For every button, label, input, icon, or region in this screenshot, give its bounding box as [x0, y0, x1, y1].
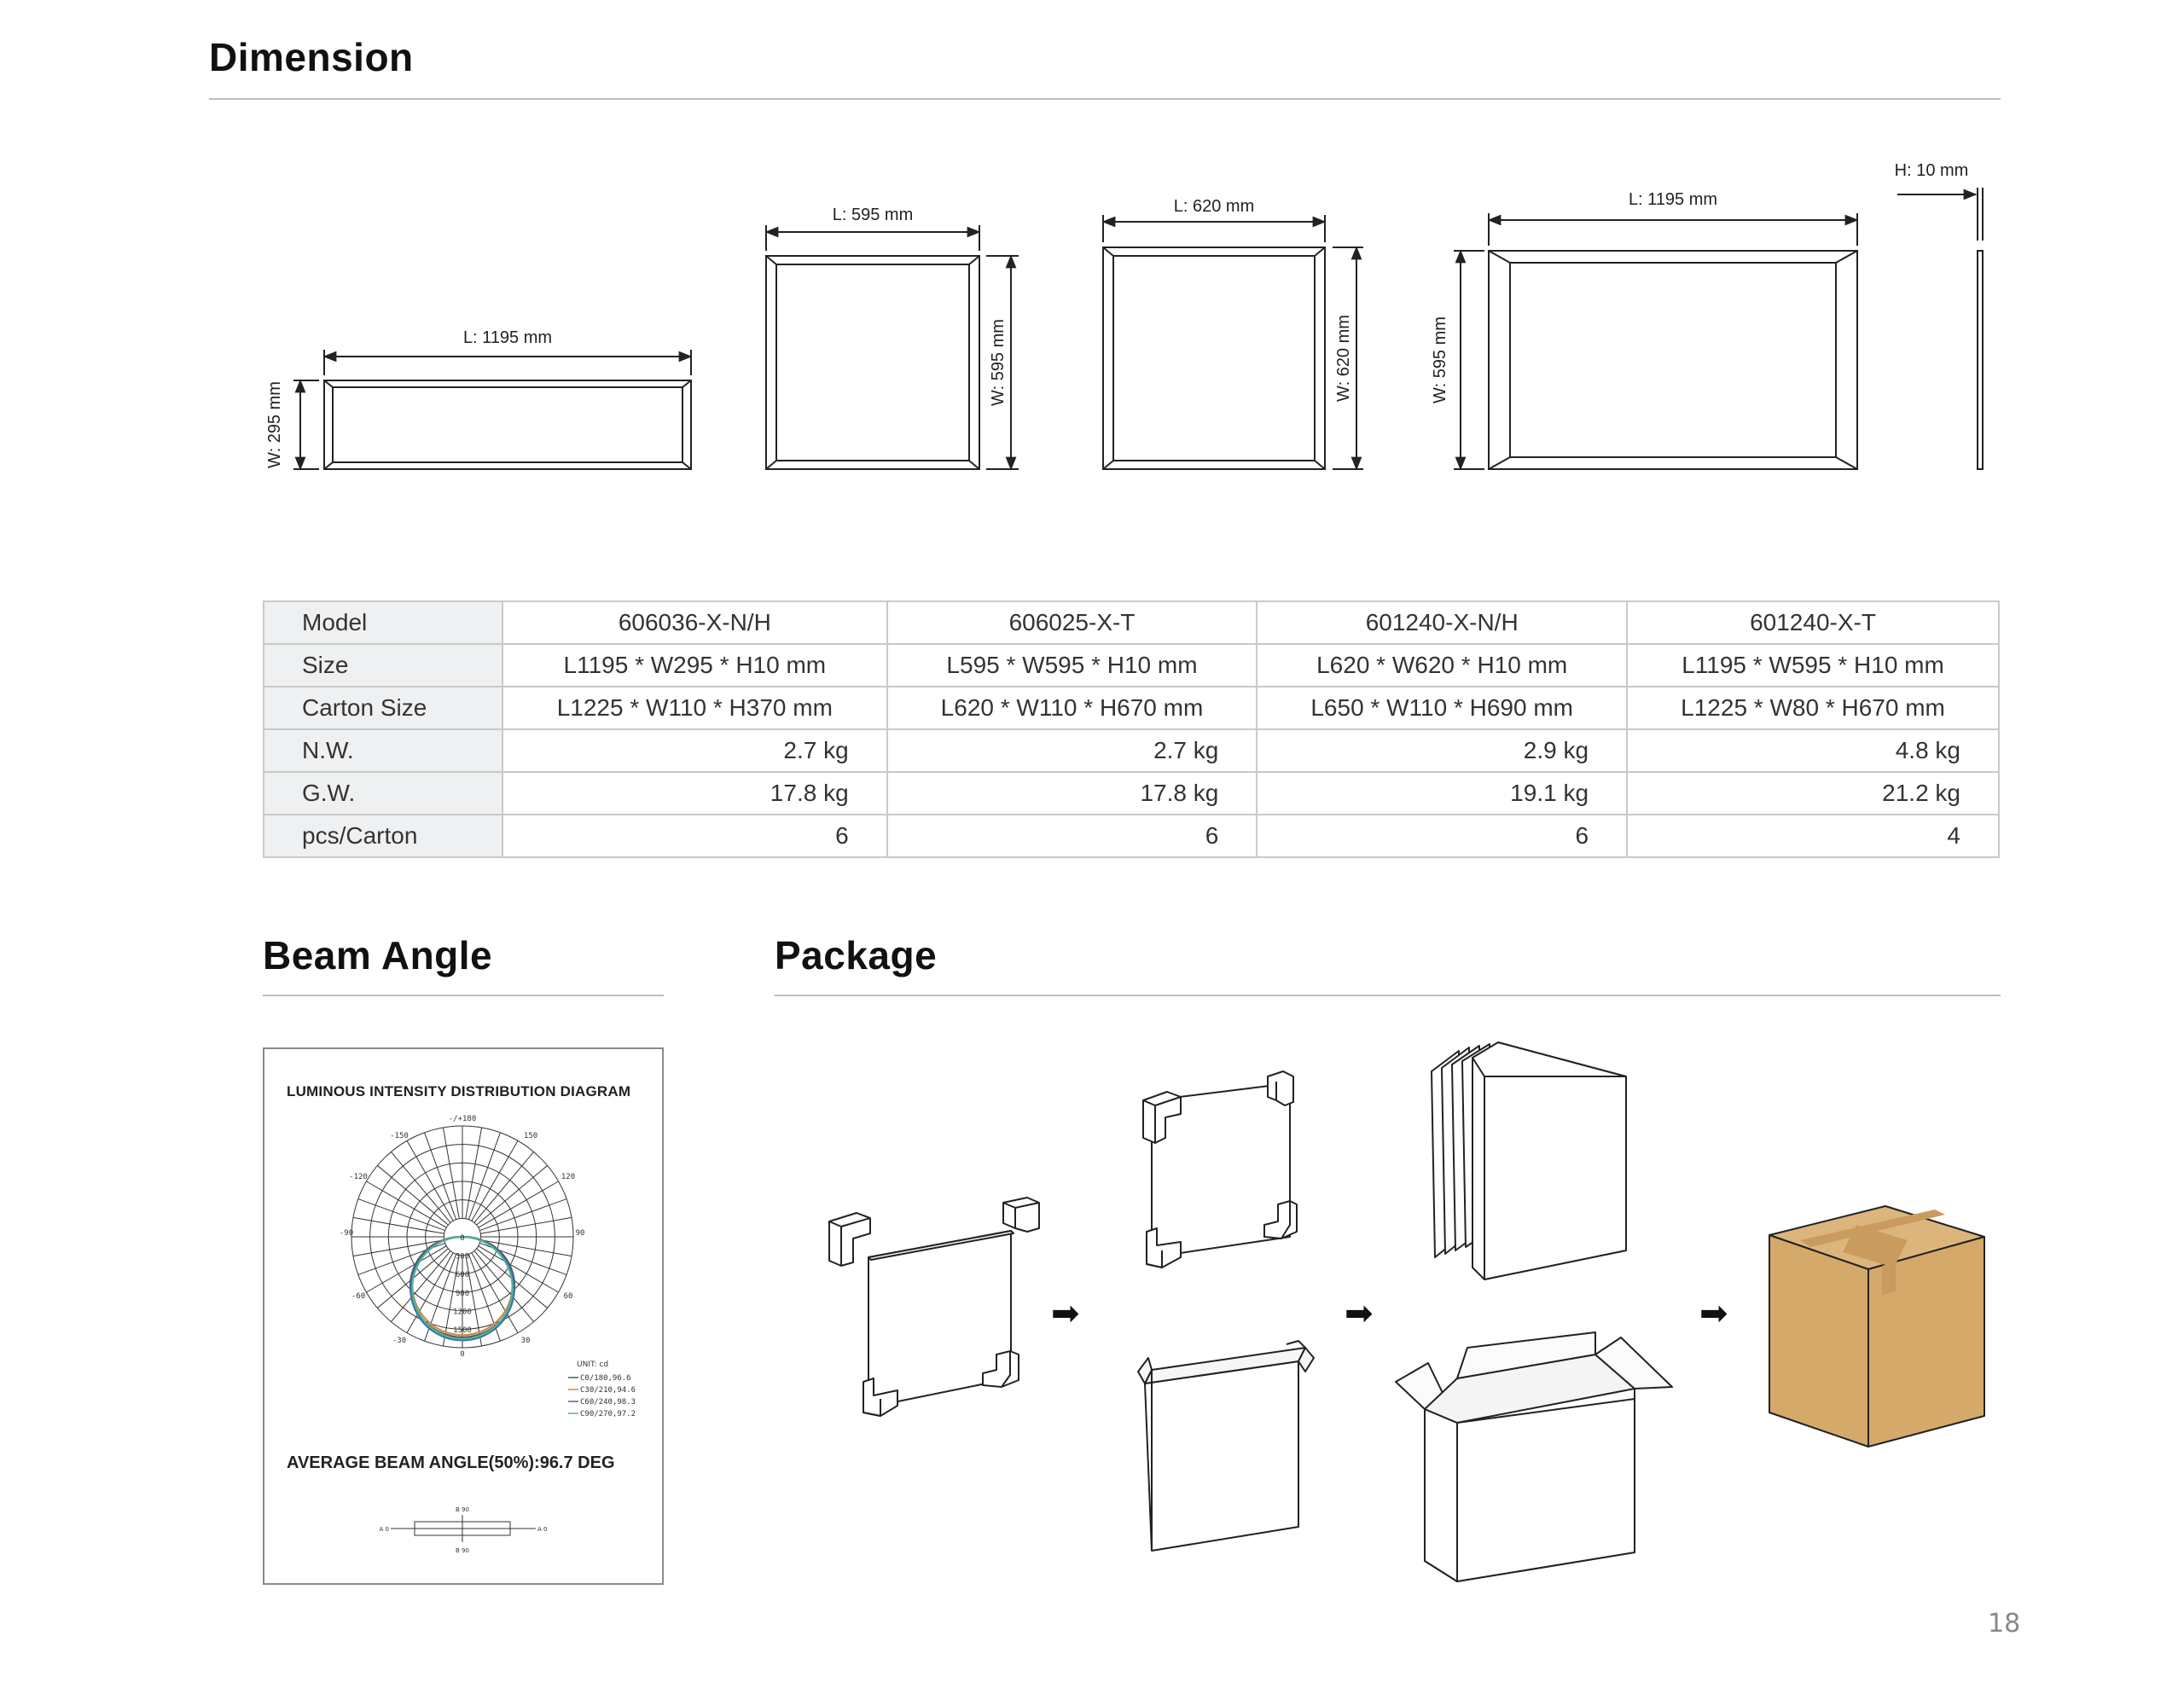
table-cell: 6	[502, 815, 887, 857]
spec-table	[263, 600, 2000, 858]
page-number: 18	[1988, 1609, 2021, 1639]
table-cell: L620 * W110 * H670 mm	[887, 687, 1258, 729]
arrow-step-3: ➡	[1699, 1295, 1728, 1332]
table-cell: 601240-X-N/H	[1257, 601, 1627, 644]
polar-diagram	[264, 1100, 662, 1493]
table-row	[264, 815, 1999, 857]
average-beam-angle: AVERAGE BEAM ANGLE(50%):96.7 DEG	[287, 1453, 615, 1472]
row-label: N.W.	[264, 729, 502, 772]
panel-with-loose-corners	[829, 1198, 1039, 1416]
angle-label-tr150: 150	[523, 1132, 538, 1140]
table-row	[264, 729, 1999, 772]
row-label: Carton Size	[264, 687, 502, 729]
b-top-label: B 90	[456, 1506, 469, 1513]
polar-spoke	[477, 1165, 548, 1225]
angle-label-l90: -90	[339, 1229, 354, 1238]
ring-label: 1200	[453, 1308, 472, 1317]
angle-label-bottom: 0	[460, 1350, 465, 1359]
dimension-drawings	[0, 0, 2184, 546]
legend-entry: C60/240,98.3	[580, 1398, 636, 1407]
legend-entry: C90/270,97.2	[580, 1410, 636, 1418]
table-cell: 4.8 kg	[1627, 729, 1999, 772]
table-row	[264, 687, 1999, 729]
table-cell: L620 * W620 * H10 mm	[1257, 644, 1627, 687]
table-cell: 17.8 kg	[502, 772, 887, 815]
panel3-width-label: W: 620 mm	[1334, 315, 1353, 402]
angle-label-r90: 90	[575, 1229, 585, 1238]
b-bottom-label: B 90	[456, 1547, 469, 1554]
panel-stack	[1432, 1042, 1626, 1279]
panel-drawing-1	[293, 350, 691, 469]
section-title-package: Package	[775, 933, 938, 978]
table-cell: L595 * W595 * H10 mm	[887, 644, 1258, 687]
table-cell: L1195 * W595 * H10 mm	[1627, 644, 1999, 687]
panel-drawing-3	[1103, 215, 1363, 469]
angle-label-r120: 120	[561, 1173, 576, 1181]
angle-label-l30: -30	[392, 1337, 407, 1345]
table-cell: 606036-X-N/H	[502, 601, 887, 644]
angle-label-l120: -120	[349, 1173, 368, 1181]
panel-drawing-2	[766, 225, 1019, 469]
ring-label: 600	[455, 1271, 470, 1280]
a-left-label: A 0	[379, 1526, 389, 1533]
angle-label-r30: 30	[520, 1337, 531, 1345]
arrow-step-2: ➡	[1345, 1295, 1374, 1332]
unit-label: UNIT: cd	[577, 1360, 609, 1369]
open-carton	[1396, 1332, 1672, 1581]
table-cell: 2.7 kg	[887, 729, 1258, 772]
polar-spoke	[474, 1251, 534, 1322]
table-row	[264, 601, 1999, 644]
panel2-width-label: W: 595 mm	[989, 319, 1008, 406]
ring-label: 900	[455, 1289, 470, 1298]
ring-label: 1500	[453, 1326, 472, 1335]
a-right-label: A 0	[537, 1526, 548, 1533]
table-cell: L1225 * W80 * H670 mm	[1627, 687, 1999, 729]
table-cell: 6	[1257, 815, 1627, 857]
beam-angle-divider	[263, 995, 664, 996]
polar-spoke	[391, 1251, 450, 1322]
beam-angle-panel	[263, 1047, 664, 1585]
sealed-carton	[1769, 1206, 1984, 1447]
panel-side-view	[1897, 188, 1983, 469]
polar-spoke	[377, 1165, 448, 1225]
table-cell: L1195 * W295 * H10 mm	[502, 644, 887, 687]
table-cell: 17.8 kg	[887, 772, 1258, 815]
table-cell: 4	[1627, 815, 1999, 857]
angle-label-r60: 60	[563, 1292, 573, 1301]
height-label: H: 10 mm	[1894, 161, 1969, 180]
panel-with-mounted-corners	[1143, 1071, 1297, 1268]
row-label: Model	[264, 601, 502, 644]
ring-label: 0	[460, 1234, 465, 1243]
panel4-length-label: L: 1195 mm	[1628, 190, 1718, 209]
panel4-width-label: W: 595 mm	[1431, 316, 1449, 403]
table-cell: 2.7 kg	[502, 729, 887, 772]
table-cell: 6	[887, 815, 1258, 857]
polar-spoke	[474, 1152, 534, 1222]
polar-spoke	[391, 1152, 450, 1222]
panel-drawing-4	[1454, 213, 1857, 469]
arrow-step-1: ➡	[1051, 1295, 1080, 1332]
table-cell: 601240-X-T	[1627, 601, 1999, 644]
angle-label-top: -/+180	[448, 1115, 477, 1123]
section-title-beam-angle: Beam Angle	[263, 933, 493, 978]
table-row	[264, 772, 1999, 815]
panel2-length-label: L: 595 mm	[832, 206, 914, 224]
table-cell: 19.1 kg	[1257, 772, 1627, 815]
table-cell: L650 * W110 * H690 mm	[1257, 687, 1627, 729]
table-cell: L1225 * W110 * H370 mm	[502, 687, 887, 729]
angle-label-l60: -60	[351, 1292, 366, 1301]
row-label: pcs/Carton	[264, 815, 502, 857]
beam-diagram-title: LUMINOUS INTENSITY DISTRIBUTION DIAGRAM	[287, 1083, 631, 1099]
section-title-dimension: Dimension	[209, 35, 414, 79]
beam-axis-diagram	[264, 1500, 662, 1559]
row-label: G.W.	[264, 772, 502, 815]
panel1-length-label: L: 1195 mm	[462, 328, 553, 347]
package-divider	[775, 995, 2001, 996]
table-cell: 2.9 kg	[1257, 729, 1627, 772]
ring-label: 300	[455, 1252, 470, 1262]
legend-entry: C0/180,96.6	[580, 1374, 631, 1383]
row-label: Size	[264, 644, 502, 687]
panel1-width-label: W: 295 mm	[265, 381, 284, 468]
table-row	[264, 644, 1999, 687]
sleeve-carton	[1138, 1341, 1314, 1551]
table-cell: 21.2 kg	[1627, 772, 1999, 815]
panel3-length-label: L: 620 mm	[1173, 197, 1255, 216]
angle-label-tl150: -150	[390, 1132, 409, 1140]
legend-entry: C30/210,94.6	[580, 1386, 636, 1395]
table-cell: 606025-X-T	[887, 601, 1258, 644]
